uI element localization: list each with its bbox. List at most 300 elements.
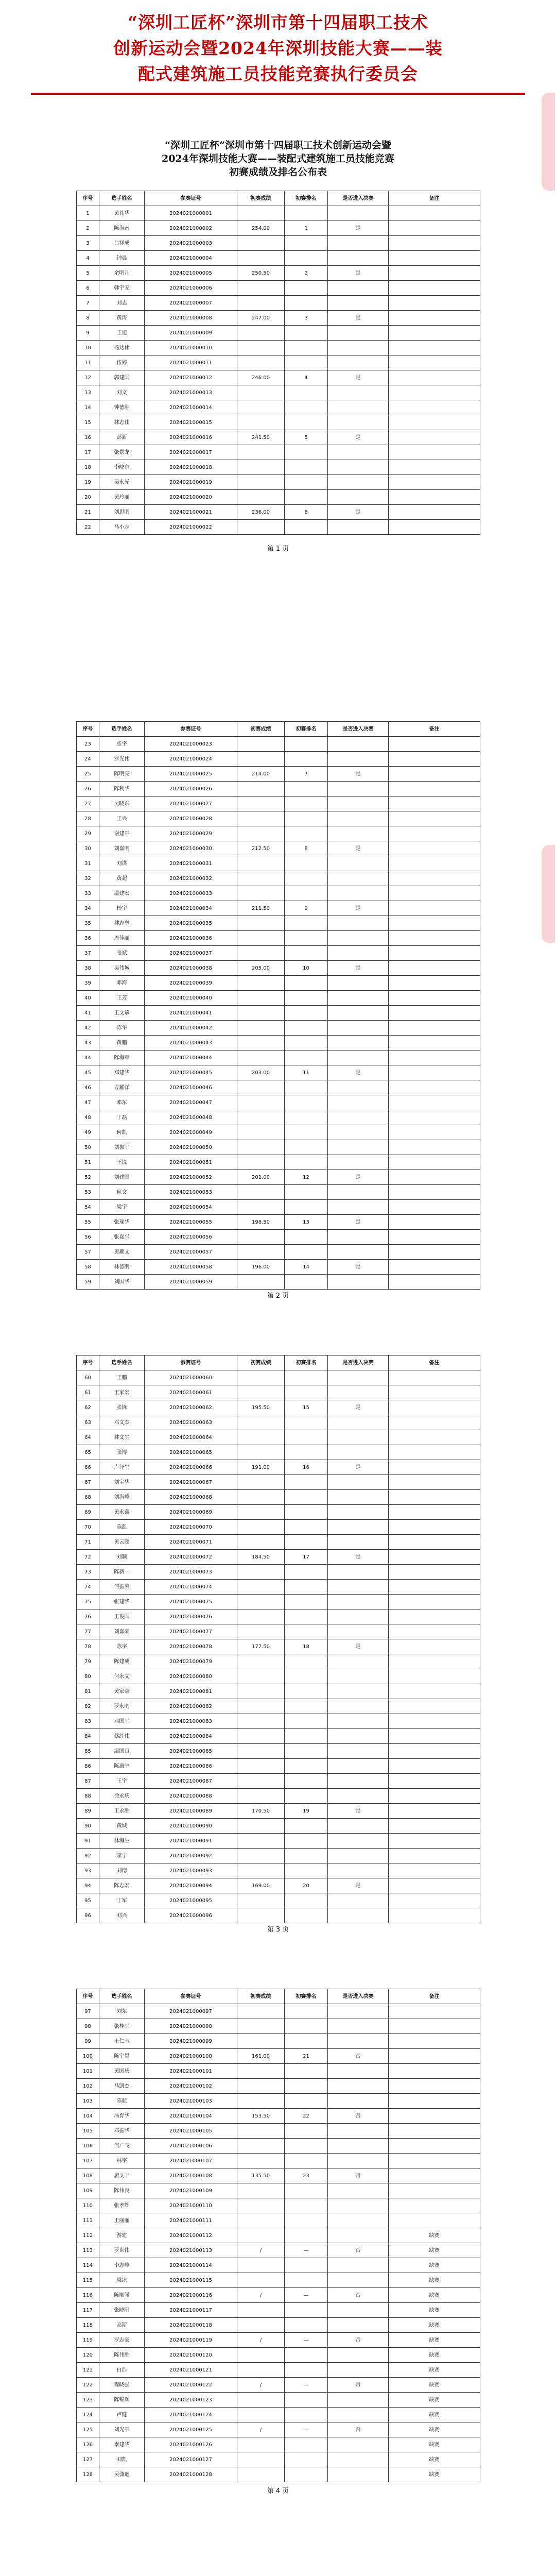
table-cell: 96 [77, 1908, 99, 1923]
table-cell: 79 [77, 1654, 99, 1669]
table-cell: 张瑞华 [99, 1215, 145, 1230]
table-cell: 林德鹏 [99, 1260, 145, 1275]
table-row [77, 737, 480, 752]
table-cell: 2024021000097 [145, 2004, 237, 2019]
table-cell: 74 [77, 1580, 99, 1595]
table-row [77, 2437, 480, 2452]
table-cell [285, 1863, 328, 1878]
table-cell [389, 1065, 480, 1080]
table-row [77, 1460, 480, 1475]
table-cell [285, 1125, 328, 1140]
table-cell: 是 [328, 1400, 389, 1415]
table-cell: 刘国华 [99, 1275, 145, 1290]
table-cell: 邓振华 [99, 2124, 145, 2139]
table-cell: 70 [77, 1520, 99, 1535]
table-cell: 11 [285, 1065, 328, 1080]
table-cell: 115 [77, 2273, 99, 2288]
table-cell: 缺赛 [389, 2437, 480, 2452]
page-number: 第 2 页 [267, 1292, 289, 1300]
table-cell: 2024021000108 [145, 2168, 237, 2183]
table-cell [237, 251, 285, 266]
table-cell [328, 1370, 389, 1385]
table-cell: 黄涛 [99, 311, 145, 326]
table-row [77, 946, 480, 961]
table-row [77, 2019, 480, 2034]
table-cell: 169.00 [237, 1878, 285, 1893]
table-row [77, 2034, 480, 2049]
table-cell [389, 1654, 480, 1669]
table-cell: 14 [77, 400, 99, 415]
table-cell: 26 [77, 782, 99, 796]
table-cell [328, 1245, 389, 1260]
table-cell: 17 [77, 445, 99, 460]
table-cell: 刘德 [99, 1863, 145, 1878]
table-cell [285, 752, 328, 767]
table-cell [389, 355, 480, 370]
table-cell [285, 236, 328, 251]
table-cell: 99 [77, 2034, 99, 2049]
table-row [77, 1230, 480, 1245]
table-cell [328, 1789, 389, 1804]
table-row [77, 886, 480, 901]
table-cell [237, 886, 285, 901]
table-row [77, 1819, 480, 1834]
table-cell [328, 1520, 389, 1535]
table-cell: 否 [328, 2378, 389, 2393]
table-cell: 27 [77, 796, 99, 811]
table-cell [389, 1275, 480, 1290]
table-cell [328, 1908, 389, 1923]
table-cell: 76 [77, 1609, 99, 1624]
table-cell [237, 326, 285, 341]
table-cell: 2024021000087 [145, 1774, 237, 1789]
table-cell: 50 [77, 1140, 99, 1155]
table-cell [389, 385, 480, 400]
table-cell [389, 916, 480, 931]
table-cell: 吴伟城 [99, 961, 145, 976]
table-cell [237, 2408, 285, 2422]
table-cell [389, 737, 480, 752]
table-cell [237, 931, 285, 946]
table-row [77, 1624, 480, 1639]
table-cell: 97 [77, 2004, 99, 2019]
table-cell [389, 221, 480, 236]
table-row [77, 1505, 480, 1520]
table-cell: 罗光伟 [99, 752, 145, 767]
table-cell: 31 [77, 856, 99, 871]
table-cell [328, 1095, 389, 1110]
table-cell: 2024021000030 [145, 841, 237, 856]
table-cell: 刘嘉豪 [99, 1624, 145, 1639]
table-cell: 罗志豪 [99, 2333, 145, 2348]
table-row [77, 1520, 480, 1535]
table-cell [237, 1140, 285, 1155]
table-cell [285, 1580, 328, 1595]
table-cell [285, 811, 328, 826]
table-cell: 113 [77, 2243, 99, 2258]
table-cell [285, 1819, 328, 1834]
table-cell [389, 1774, 480, 1789]
table-row [77, 1021, 480, 1036]
table-cell [285, 2348, 328, 2363]
table-cell [389, 1400, 480, 1415]
table-row [77, 2004, 480, 2019]
table-row [77, 1609, 480, 1624]
table-cell [328, 236, 389, 251]
table-cell: 是 [328, 1639, 389, 1654]
table-cell [328, 1714, 389, 1729]
table-cell [237, 1819, 285, 1834]
table-cell: 2024021000050 [145, 1140, 237, 1155]
table-row [77, 221, 480, 236]
table-cell: 2024021000052 [145, 1170, 237, 1185]
table-cell [389, 1140, 480, 1155]
table-row [77, 341, 480, 355]
table-cell [237, 475, 285, 490]
table-cell [389, 1185, 480, 1200]
table-cell: 57 [77, 1245, 99, 1260]
table-cell [285, 475, 328, 490]
table-cell: 69 [77, 1505, 99, 1520]
table-cell [389, 2034, 480, 2049]
table-cell [389, 1080, 480, 1095]
table-cell: 彭新 [99, 430, 145, 445]
table-cell: 2024021000093 [145, 1863, 237, 1878]
table-cell [328, 1729, 389, 1744]
table-cell: 2024021000123 [145, 2393, 237, 2408]
table-cell [389, 296, 480, 311]
table-cell: 41 [77, 1006, 99, 1021]
table-cell: 2024021000003 [145, 236, 237, 251]
table-cell: 2024021000099 [145, 2034, 237, 2049]
table-cell [328, 400, 389, 415]
table-cell: 43 [77, 1036, 99, 1050]
table-cell [389, 2168, 480, 2183]
table-cell [389, 475, 480, 490]
table-cell [389, 1385, 480, 1400]
table-cell: 55 [77, 1215, 99, 1230]
table-row [77, 976, 480, 991]
table-cell: 2024021000020 [145, 490, 237, 505]
table-cell: 张孝辉 [99, 2198, 145, 2213]
table-row [77, 1200, 480, 1215]
table-cell [237, 2437, 285, 2452]
table-cell: 201.00 [237, 1170, 285, 1185]
table-cell [285, 871, 328, 886]
column-header: 初赛排名 [285, 191, 328, 206]
table-cell [285, 2363, 328, 2378]
table-cell [285, 2437, 328, 2452]
table-cell: — [285, 2378, 328, 2393]
table-cell: / [237, 2422, 285, 2437]
table-cell [389, 251, 480, 266]
table-cell [285, 1050, 328, 1065]
table-cell [389, 1565, 480, 1580]
table-cell: 是 [328, 1804, 389, 1819]
table-cell: 67 [77, 1475, 99, 1490]
column-header: 是否进入决赛 [328, 722, 389, 737]
table-cell: 2024021000091 [145, 1834, 237, 1849]
table-header-row [77, 1355, 480, 1370]
table-row [77, 251, 480, 266]
table-cell: 36 [77, 931, 99, 946]
table-cell: 缺赛 [389, 2422, 480, 2437]
table-cell: 冯育华 [99, 2109, 145, 2124]
table-row [77, 1595, 480, 1609]
table-cell [285, 2318, 328, 2333]
table-cell: 缺赛 [389, 2348, 480, 2363]
table-cell: 陈明亮 [99, 767, 145, 782]
table-row [77, 2243, 480, 2258]
table-cell [389, 2154, 480, 2168]
table-cell [328, 976, 389, 991]
table-cell [328, 326, 389, 341]
table-cell: 张宇 [99, 737, 145, 752]
table-cell [237, 2348, 285, 2363]
table-cell: 135.50 [237, 2168, 285, 2183]
table-cell: 20 [77, 490, 99, 505]
table-cell: 刘振宇 [99, 1140, 145, 1155]
table-cell: 212.50 [237, 841, 285, 856]
table-cell: 高斯 [99, 2318, 145, 2333]
table-cell: 黄礼华 [99, 206, 145, 221]
table-row [77, 1185, 480, 1200]
table-cell [237, 460, 285, 475]
table-cell [285, 1185, 328, 1200]
column-header: 备注 [389, 722, 480, 737]
table-cell: 94 [77, 1878, 99, 1893]
table-cell [237, 2452, 285, 2467]
table-cell [237, 2064, 285, 2079]
table-row [77, 1565, 480, 1580]
table-cell [237, 826, 285, 841]
table-cell: 2024021000101 [145, 2064, 237, 2079]
table-cell [328, 1230, 389, 1245]
table-cell [237, 782, 285, 796]
table-cell: 郑建华 [99, 1065, 145, 1080]
table-cell [237, 1565, 285, 1580]
page-number: 第 3 页 [267, 1926, 289, 1934]
table-cell [237, 1036, 285, 1050]
table-cell: 黄云超 [99, 1535, 145, 1550]
table-cell: 4 [285, 370, 328, 385]
table-cell: 罗永明 [99, 1699, 145, 1714]
table-cell: — [285, 2288, 328, 2303]
table-cell: 2024021000104 [145, 2109, 237, 2124]
table-cell: 80 [77, 1669, 99, 1684]
table-row [77, 2393, 480, 2408]
table-cell [389, 2094, 480, 2109]
table-cell [237, 415, 285, 430]
table-cell: 何凯 [99, 1125, 145, 1140]
table-cell: 92 [77, 1849, 99, 1863]
table-cell [389, 430, 480, 445]
table-cell [389, 1595, 480, 1609]
table-cell: 153.50 [237, 2109, 285, 2124]
table-row [77, 2408, 480, 2422]
table-cell [389, 1505, 480, 1520]
table-cell [389, 1849, 480, 1863]
table-cell: 25 [77, 767, 99, 782]
table-cell [237, 1185, 285, 1200]
table-cell [389, 2213, 480, 2228]
table-cell [328, 1050, 389, 1065]
column-header: 初赛排名 [285, 722, 328, 737]
table-cell [328, 2213, 389, 2228]
table-row [77, 811, 480, 826]
table-cell: 刘颖 [99, 1550, 145, 1565]
table-cell: 11 [77, 355, 99, 370]
table-cell: 120 [77, 2348, 99, 2363]
table-cell: 陈建成 [99, 1654, 145, 1669]
table-cell: 246.00 [237, 370, 285, 385]
table-cell: 是 [328, 961, 389, 976]
table-cell: 2024021000038 [145, 961, 237, 976]
table-cell: 38 [77, 961, 99, 976]
table-row [77, 916, 480, 931]
table-cell [237, 281, 285, 296]
table-cell: 196.00 [237, 1260, 285, 1275]
table-cell [237, 1475, 285, 1490]
table-cell [237, 1729, 285, 1744]
table-cell: 2024021000062 [145, 1400, 237, 1415]
table-cell [389, 767, 480, 782]
table-cell [328, 1430, 389, 1445]
table-cell: 124 [77, 2408, 99, 2422]
table-cell: 19 [77, 475, 99, 490]
table-cell [285, 1893, 328, 1908]
table-cell: 2024021000073 [145, 1565, 237, 1580]
table-cell: 95 [77, 1893, 99, 1908]
table-cell [328, 1006, 389, 1021]
table-cell: 10 [285, 961, 328, 976]
table-cell: 2024021000092 [145, 1849, 237, 1863]
table-cell [389, 445, 480, 460]
table-cell: 蔡红伟 [99, 1729, 145, 1744]
table-cell [328, 752, 389, 767]
table-cell [285, 1006, 328, 1021]
table-cell [237, 1654, 285, 1669]
table-cell [285, 2124, 328, 2139]
table-cell [328, 2273, 389, 2288]
table-cell [328, 1021, 389, 1036]
table-cell: 13 [285, 1215, 328, 1230]
table-cell: 刘兴 [99, 1908, 145, 1923]
table-row [77, 1669, 480, 1684]
table-cell [237, 1744, 285, 1759]
table-row [77, 2228, 480, 2243]
table-cell: 93 [77, 1863, 99, 1878]
table-cell [285, 1609, 328, 1624]
table-row [77, 2333, 480, 2348]
table-cell: 2024021000098 [145, 2019, 237, 2034]
table-cell [285, 1759, 328, 1774]
table-cell: 116 [77, 2288, 99, 2303]
table-cell: 刘嘉明 [99, 841, 145, 856]
table-cell: 63 [77, 1415, 99, 1430]
table-cell [389, 2049, 480, 2064]
table-cell [389, 1819, 480, 1834]
table-cell: 缺赛 [389, 2467, 480, 2482]
table-row [77, 2109, 480, 2124]
table-cell: 黄超 [99, 871, 145, 886]
table-cell [328, 1849, 389, 1863]
table-cell: 128 [77, 2467, 99, 2482]
table-cell: / [237, 2243, 285, 2258]
table-cell [237, 2393, 285, 2408]
table-cell: 2024021000028 [145, 811, 237, 826]
table-cell: 张建华 [99, 1595, 145, 1609]
table-cell [285, 1699, 328, 1714]
table-cell: 29 [77, 826, 99, 841]
table-row [77, 2422, 480, 2437]
table-cell: 15 [285, 1400, 328, 1415]
table-cell: 82 [77, 1699, 99, 1714]
table-cell [389, 1430, 480, 1445]
table-cell: 缺赛 [389, 2333, 480, 2348]
table-cell: 陈海南 [99, 221, 145, 236]
table-cell: 2024021000051 [145, 1155, 237, 1170]
table-cell [285, 1200, 328, 1215]
table-row [77, 1490, 480, 1505]
table-cell [285, 2393, 328, 2408]
table-cell [328, 1819, 389, 1834]
table-cell: 45 [77, 1065, 99, 1080]
table-cell: 2024021000053 [145, 1185, 237, 1200]
table-cell: 是 [328, 221, 389, 236]
table-cell: 2024021000122 [145, 2378, 237, 2393]
table-cell: 张锋 [99, 1400, 145, 1415]
table-cell: 3 [77, 236, 99, 251]
table-row [77, 1415, 480, 1430]
table-cell [328, 2363, 389, 2378]
table-row [77, 752, 480, 767]
table-cell: 丁军 [99, 1893, 145, 1908]
table-cell: 6 [77, 281, 99, 296]
table-cell: 黄国庆 [99, 2064, 145, 2079]
table-cell [285, 1744, 328, 1759]
table-cell [285, 856, 328, 871]
table-cell: 62 [77, 1400, 99, 1415]
table-cell [285, 1834, 328, 1849]
table-cell: 李建华 [99, 2437, 145, 2452]
table-cell: 71 [77, 1535, 99, 1550]
table-cell [285, 1095, 328, 1110]
table-cell [285, 976, 328, 991]
table-cell [389, 871, 480, 886]
table-cell [328, 1744, 389, 1759]
table-cell [285, 1275, 328, 1290]
table-cell [389, 1460, 480, 1475]
column-header: 初赛排名 [285, 1989, 328, 2004]
table-cell: 李晓东 [99, 460, 145, 475]
table-row [77, 1580, 480, 1595]
table-row [77, 991, 480, 1006]
column-header: 备注 [389, 1989, 480, 2004]
table-cell: 谢建平 [99, 826, 145, 841]
table-cell [389, 1036, 480, 1050]
table-cell [285, 1490, 328, 1505]
table-row [77, 2273, 480, 2288]
table-cell: 丁磊 [99, 1110, 145, 1125]
table-cell: 否 [328, 2333, 389, 2348]
table-cell [285, 991, 328, 1006]
table-cell: 2024021000078 [145, 1639, 237, 1654]
table-cell [285, 1789, 328, 1804]
table-row [77, 1080, 480, 1095]
table-cell [285, 445, 328, 460]
table-cell [389, 1908, 480, 1923]
